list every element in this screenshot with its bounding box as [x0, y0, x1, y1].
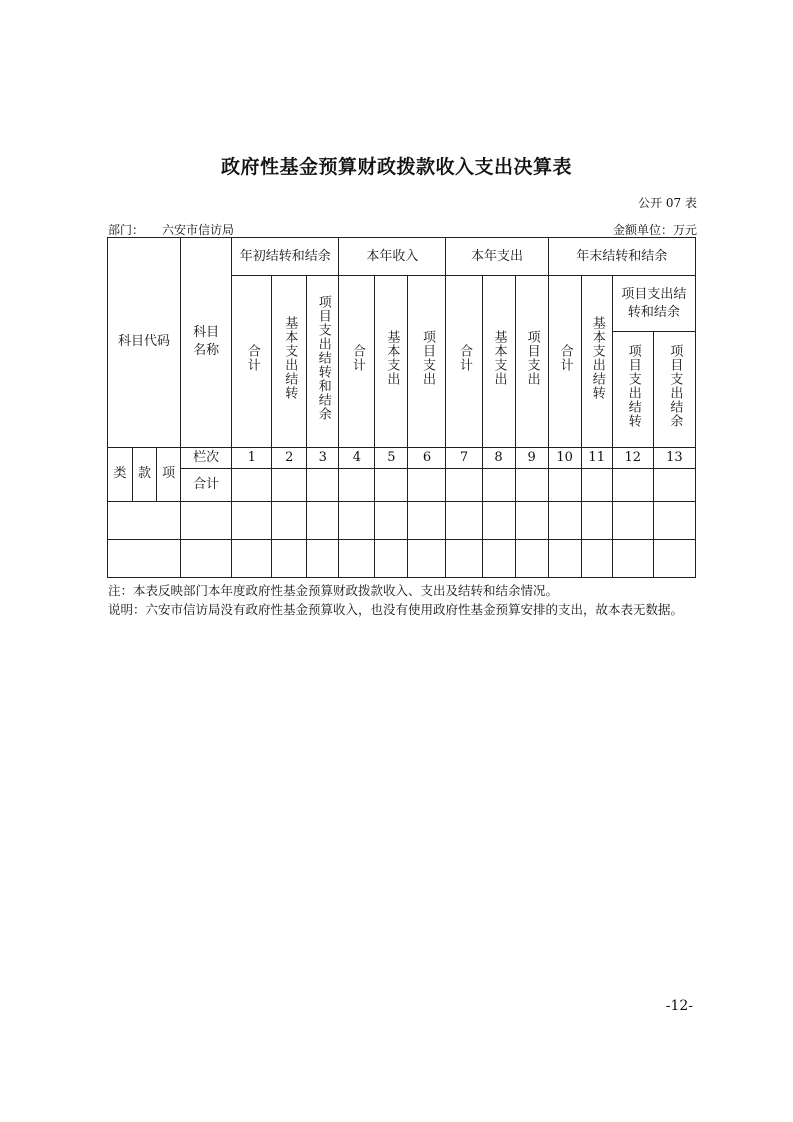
table-cell	[581, 468, 612, 501]
header-end-basic: 基本支出结转	[581, 276, 612, 447]
header-expense-project: 项目支出	[515, 276, 548, 447]
table-cell	[375, 539, 408, 577]
table-cell	[272, 501, 307, 539]
table-cell	[339, 539, 375, 577]
col-number: 12	[612, 447, 653, 468]
table-cell	[482, 539, 515, 577]
header-begin-balance: 年初结转和结余	[232, 238, 339, 276]
header-category: 类	[108, 447, 133, 501]
table-cell	[307, 501, 339, 539]
header-end-balance: 年末结转和结余	[548, 238, 695, 276]
table-cell	[232, 501, 272, 539]
page-number: -12-	[665, 998, 693, 1014]
table-cell	[446, 539, 482, 577]
table-cell	[108, 501, 181, 539]
table-cell	[272, 468, 307, 501]
col-number: 3	[307, 447, 339, 468]
table-cell	[446, 468, 482, 501]
table-cell	[446, 501, 482, 539]
header-begin-basic: 基本支出结转	[272, 276, 307, 447]
table-cell	[482, 468, 515, 501]
explanation-text: 说明：六安市信访局没有政府性基金预算收入，也没有使用政府性基金预算安排的支出，故本表无数据。	[108, 602, 684, 617]
header-end-total: 合计	[548, 276, 581, 447]
header-expense-basic: 基本支出	[482, 276, 515, 447]
header-subject-code: 科目代码	[108, 238, 181, 448]
budget-table	[107, 237, 696, 578]
table-cell	[548, 501, 581, 539]
table-cell	[339, 468, 375, 501]
col-number: 13	[653, 447, 695, 468]
table-cell	[408, 501, 446, 539]
col-number: 9	[515, 447, 548, 468]
sum-row-label: 合计	[181, 468, 232, 501]
table-cell	[548, 539, 581, 577]
table-cell	[408, 468, 446, 501]
table-cell	[307, 468, 339, 501]
header-begin-total: 合计	[232, 276, 272, 447]
table-cell	[339, 501, 375, 539]
col-number: 1	[232, 447, 272, 468]
header-income-total: 合计	[339, 276, 375, 447]
table-cell	[581, 539, 612, 577]
department-label: 部门：	[108, 223, 145, 237]
table-cell	[653, 468, 695, 501]
table-cell	[307, 539, 339, 577]
table-cell	[408, 539, 446, 577]
row-index-label: 栏次	[181, 447, 232, 468]
form-number: 公开 07 表	[638, 196, 697, 210]
table-cell	[232, 539, 272, 577]
table-cell	[612, 501, 653, 539]
header-begin-project: 项目支出结转和结余	[307, 276, 339, 447]
header-expense-total: 合计	[446, 276, 482, 447]
table-cell	[272, 539, 307, 577]
table-cell	[181, 539, 232, 577]
note-text: 注：本表反映部门本年度政府性基金预算财政拨款收入、支出及结转和结余情况。	[108, 583, 559, 598]
page-title: 政府性基金预算财政拨款收入支出决算表	[220, 156, 572, 178]
table-cell	[482, 501, 515, 539]
header-section: 款	[133, 447, 157, 501]
col-number: 8	[482, 447, 515, 468]
header-income-basic: 基本支出	[375, 276, 408, 447]
table-cell	[232, 468, 272, 501]
col-number: 6	[408, 447, 446, 468]
header-income-project: 项目支出	[408, 276, 446, 447]
col-number: 11	[581, 447, 612, 468]
header-subject-name: 科目名称	[181, 238, 232, 448]
table-cell	[108, 539, 181, 577]
notes	[108, 581, 698, 619]
header-entry: 项	[157, 447, 181, 501]
header-end-project-carry: 项目支出结转	[612, 332, 653, 447]
table-cell	[653, 501, 695, 539]
col-number: 7	[446, 447, 482, 468]
table-cell	[515, 468, 548, 501]
amount-unit: 金额单位：万元	[612, 223, 697, 237]
table-cell	[548, 468, 581, 501]
col-number: 10	[548, 447, 581, 468]
department-name: 六安市信访局	[162, 223, 235, 237]
col-number: 2	[272, 447, 307, 468]
header-income: 本年收入	[339, 238, 446, 276]
table-cell	[612, 539, 653, 577]
header-end-project: 项目支出结转和结余	[612, 276, 695, 332]
table-cell	[515, 501, 548, 539]
table-cell	[612, 468, 653, 501]
table-cell	[581, 501, 612, 539]
department-line	[108, 221, 234, 238]
table-cell	[181, 501, 232, 539]
table-cell	[375, 501, 408, 539]
header-expense: 本年支出	[446, 238, 548, 276]
table-cell	[375, 468, 408, 501]
col-number: 4	[339, 447, 375, 468]
table-cell	[515, 539, 548, 577]
table-cell	[653, 539, 695, 577]
col-number: 5	[375, 447, 408, 468]
header-end-project-balance: 项目支出结余	[653, 332, 695, 447]
